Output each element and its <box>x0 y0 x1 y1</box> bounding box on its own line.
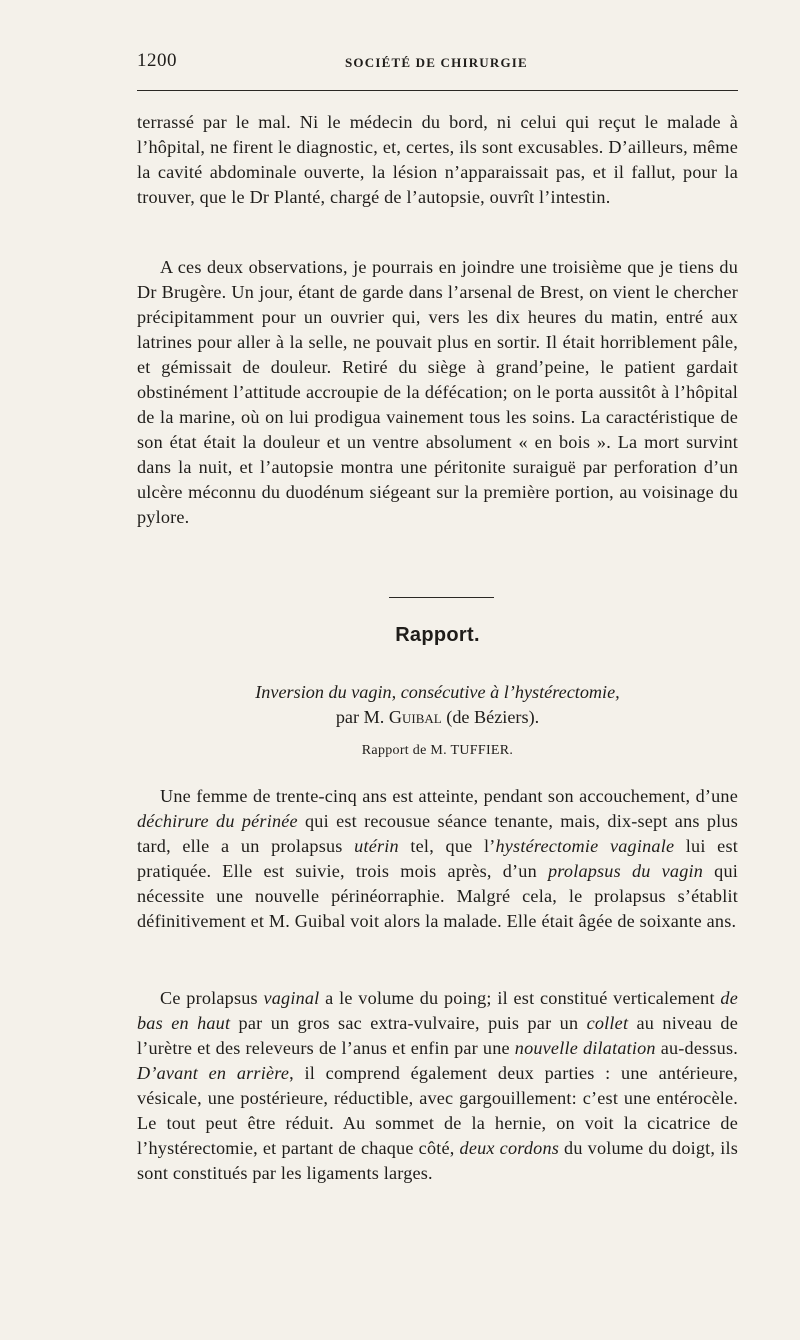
section-divider <box>389 597 494 598</box>
report-title <box>137 680 738 730</box>
paragraph-third-observation <box>137 255 738 530</box>
author-prefix: par M. <box>335 707 389 727</box>
report-title-text: Inversion du vagin, consécutive à l’hystérectomie, <box>255 682 620 702</box>
journal-title: SOCIÉTÉ DE CHIRURGIE <box>345 55 528 70</box>
paragraph-text: A ces deux observations, je pourrais en joindre une troisième que je tiens du Dr Brugère. Un jour, étant de garde dans l’arsenal de Brest, on vient le chercher précipitamment pour un ouvrier qui, vers les dix heures du matin, entré aux latrines pour aller à la selle, ne pouvait plus en sortir. Il était horriblement pâle, et gémissait de douleur. Retiré du siège à grand’peine, le patient gardait obstinément l’attitude accroupie de la défécation; on le porta aussitôt à l’hôpital de la marine, où on lui prodigua vainement tous les soins. La caractéristique de son état était la douleur et un ventre absolument « en bois ». La mort survint dans la nuit, et l’autopsie montra une péritonite suraiguë par perforation d’un ulcère méconnu du duodénum siégeant sur la première portion, au voisinage du pylore. <box>137 257 738 527</box>
author-name: Guibal <box>388 707 442 727</box>
paragraph-text: terrassé par le mal. Ni le médecin du bord, ni celui qui reçut le malade à l’hôpital, ne firent le diagnostic, et, certes, ils sont excusables. D’ailleurs, même la cavité abdominale ouverte, la lésion n’apparaissait pas, et il fallut, pour la trouver, que le Dr Planté, chargé de l’autopsie, ouvrît l’intestin. <box>137 112 738 207</box>
document-page <box>137 0 738 1340</box>
paragraph-prolapse-description <box>137 986 738 1186</box>
paragraph-continued <box>137 110 738 210</box>
section-heading: Rapport. <box>395 624 480 646</box>
paragraph-text: Une femme de trente-cinq ans est atteinte, pendant son accouchement, d’une déchirure du périnée qui est recousue séance tenante, mais, dix-sept ans plus tard, elle a un prolapsus utérin tel, que l’hystérectomie vaginale lui est pratiquée. Elle est suivie, trois mois après, d’un prolapsus du vagin qui nécessite une nouvelle périnéorraphie. Malgré cela, le prolapsus s’établit définitivement et M. Guibal voit alors la malade. Elle était âgée de soixante ans. <box>137 786 738 931</box>
rapporteur-line: Rapport de M. TUFFIER. <box>361 743 514 758</box>
report-author-line <box>137 705 738 730</box>
paragraph-text: Ce prolapsus vaginal a le volume du poing; il est constitué verticalement de bas en haut par un gros sac extra-vulvaire, puis par un collet au niveau de l’urètre et des releveurs de l’anus et enfin par une nouvelle dilatation au-dessus. D’avant en arrière, il comprend également deux parties : une antérieure, vésicale, une postérieure, réductible, avec gargouillement: c’est une entérocèle. Le tout peut être réduit. Au sommet de la hernie, on voit la cicatrice de l’hystérectomie, et partant de chaque côté, deux cordons du volume du doigt, ils sont constitués par les ligaments larges. <box>137 988 739 1183</box>
paragraph-case-history <box>137 784 738 934</box>
header-rule <box>137 90 738 91</box>
author-suffix: (de Béziers). <box>441 707 540 727</box>
page-number: 1200 <box>137 50 177 71</box>
running-head <box>137 50 738 78</box>
